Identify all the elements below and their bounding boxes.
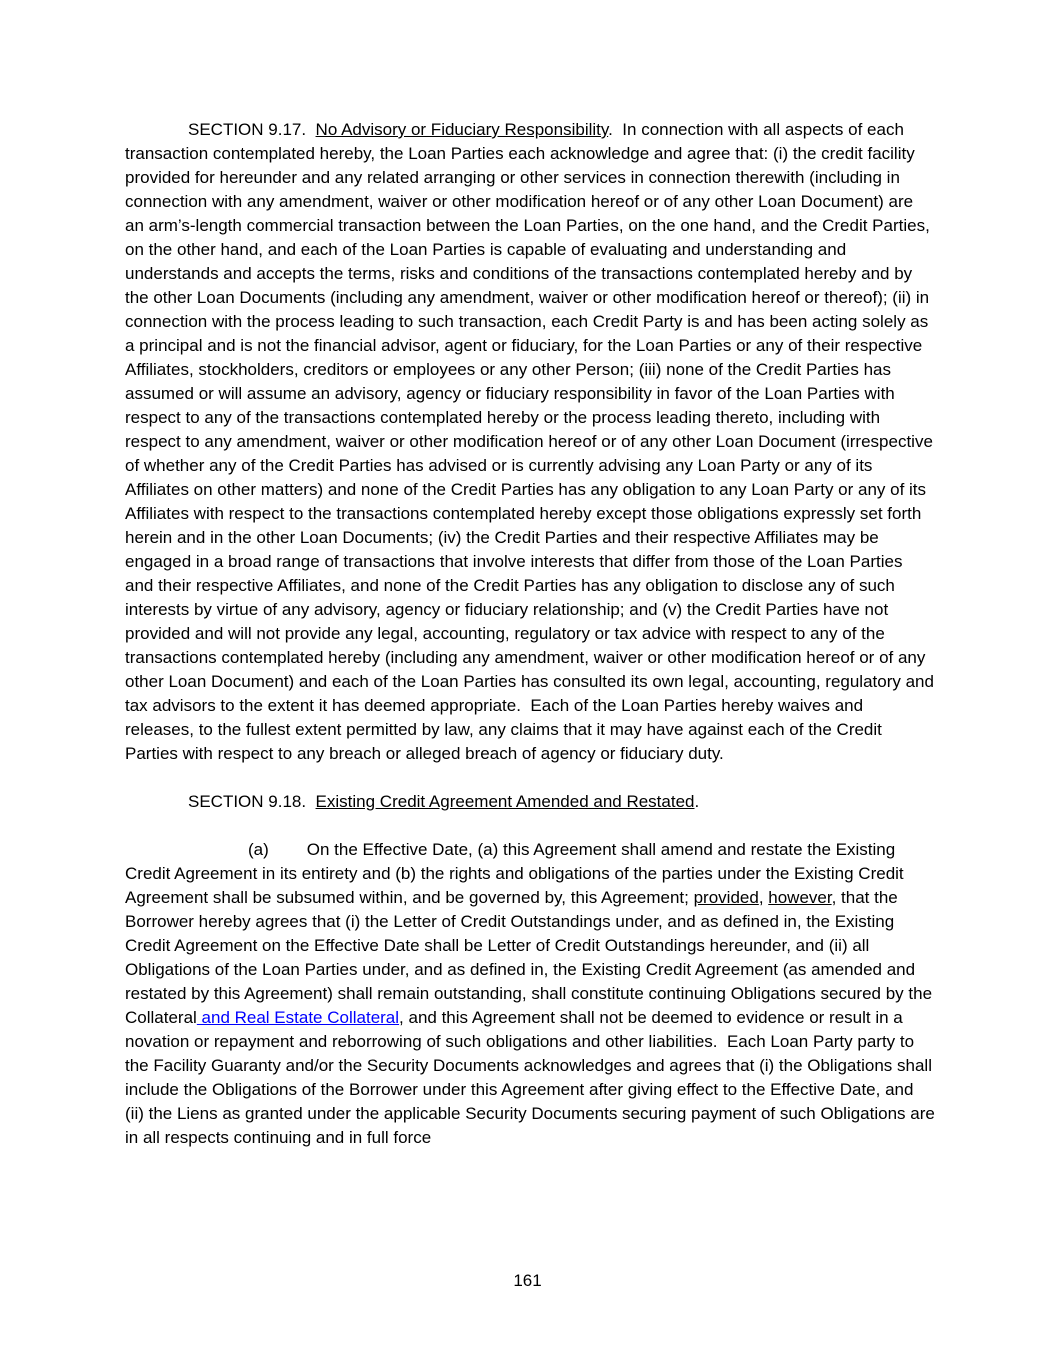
- text-run: ,: [758, 888, 769, 907]
- text-run: , and this Agreement shall not be deemed to evidence or result in a novation or repayment and reborrowing of such obligations and other liabilities. Each Loan Party party to the Facility Guaranty and/or the Security Documents acknowledges and agrees that (i) the Obligations shall include the Obligations of the Borrower under this Agreement after giving effect to the Effective Date, and (ii) the Liens as granted under the applicable Security Documents securing payment of such Obligations are in all respects continuing and in full force: [125, 1008, 940, 1147]
- paragraph-section-9-17: [125, 118, 939, 766]
- text-run: . In connection with all aspects of each transaction contemplated hereby, the Loan Parties each acknowledge and agree that: (i) the credit facility provided for hereunder and any related arranging or other services in connection therewith (including in connection with any amendment, waiver or other modification hereof or of any other Loan Document) are an arm’s-length commercial transaction between the Loan Parties, on the one hand, and the Credit Parties, on the other hand, and each of the Loan Parties is capable of evaluating and understanding and understands and accepts the terms, risks and conditions of the transactions contemplated hereby and by the other Loan Documents (including any amendment, waiver or other modification hereof or thereof); (ii) in connection with the process leading to such transaction, each Credit Party is and has been acting solely as a principal and is not the financial advisor, agent or fiduciary, for the Loan Parties or any of their respective Affiliates, stockholders, creditors or employees or any other Person; (iii) none of the Credit Parties has assumed or will assume an advisory, agency or fiduciary responsibility in favor of the Loan Parties with respect to any of the transactions contemplated hereby or the process leading thereto, including with respect to any amendment, waiver or other modification hereof or of any other Loan Document (irrespective of whether any of the Credit Parties has advised or is currently advising any Loan Party or any of its Affiliates on other matters) and none of the Credit Parties has any obligation to any Loan Party or any of its Affiliates with respect to the transactions contemplated hereby except those obligations expressly set forth herein and in the other Loan Documents; (iv) the Credit Parties and their respective Affiliates may be engaged in a broad range of transactions that involve interests that differ from those of the Loan Parties and their respective Affiliates, and none of the Credit Parties has any obligation to disclose any of such interests by virtue of any advisory, agency or fiduciary relationship; and (v) the Credit Parties have not provided and will not provide any legal, accounting, regulatory or tax advice with respect to any of the transactions contemplated hereby (including any amendment, waiver or other modification hereof or of any other Loan Document) and each of the Loan Parties has consulted its own legal, accounting, regulatory and tax advisors to the extent it has deemed appropriate. Each of the Loan Parties hereby waives and releases, to the fullest extent permitted by law, any claims that it may have against each of the Credit Parties with respect to any breach or alleged breach of agency or fiduciary duty.: [125, 120, 939, 763]
- document-body: [125, 118, 940, 1174]
- text-run: , that the Borrower hereby agrees that (i) the Letter of Credit Outstandings under, and as defined in, the Existing Credit Agreement on the Effective Date shall be Letter of Credit Outstandings hereunder, and (ii) all Obligations of the Loan Parties under, and as defined in, the Existing Credit Agreement (as amended and restated by this Agreement) shall remain outstanding, shall constitute continuing Obligations secured by the Collateral: [125, 888, 937, 1027]
- heading-section-9-18: [125, 790, 935, 814]
- text-run: (a): [248, 840, 269, 859]
- text-run: On the Effective Date, (a) this Agreement shall amend and restate the Existing Credit Agreement in its entirety and (b) the rights and obligations of the parties under the Existing Credit Agreement shall be subsumed within, and be governed by, this Agreement;: [125, 840, 908, 907]
- text-run: .: [694, 792, 700, 811]
- underlined-text: however: [768, 888, 832, 907]
- underlined-text: Existing Credit Agreement Amended and Restated: [315, 792, 695, 811]
- text-run: SECTION 9.17.: [188, 120, 316, 139]
- text-run: SECTION 9.18.: [188, 792, 316, 811]
- underlined-text: No Advisory or Fiduciary Responsibility: [315, 120, 609, 139]
- inserted-text: and Real Estate Collateral: [196, 1008, 400, 1027]
- underlined-text: provided: [693, 888, 759, 907]
- page-number: 161: [513, 1271, 542, 1290]
- paragraph-section-9-18-a: [125, 838, 940, 1150]
